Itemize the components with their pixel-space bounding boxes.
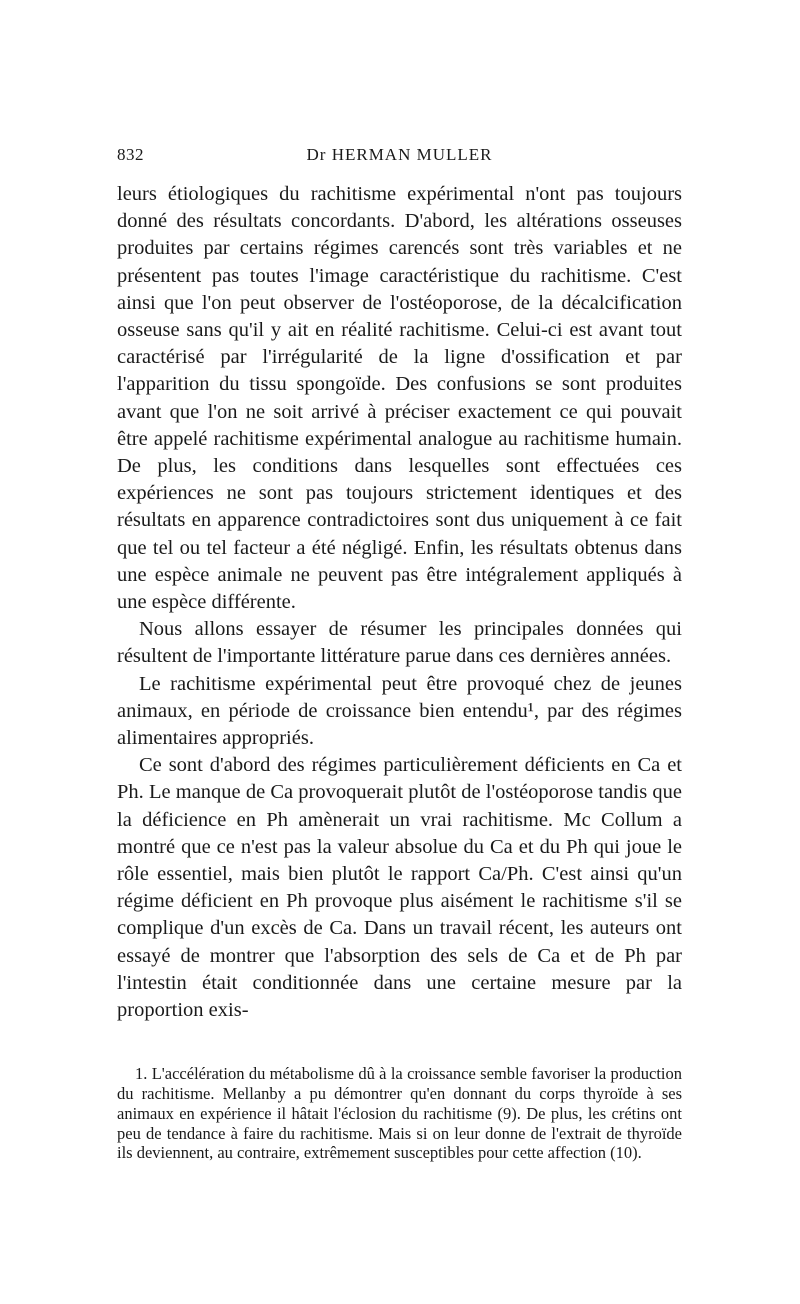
paragraph: Ce sont d'abord des régimes particulièrement déficients en Ca et Ph. Le manque de Ca provoquerait plutôt de l'ostéoporose tandis que la déficience en Ph amènerait un vrai rachitisme. Mc Collum a montré que ce n'est pas la valeur absolue du Ca et du Ph qui joue le rôle essentiel, mais bien plutôt le rapport Ca/Ph. C'est ainsi qu'un régime déficient en Ph provoque plus aisément le rachitisme s'il se complique d'un excès de Ca. Dans un travail récent, les auteurs ont essayé de montrer que l'absorption des sels de Ca et de Ph par l'intestin était conditionnée dans une certaine mesure par la proportion exis- [117, 754, 682, 1022]
footnote: 1. L'accélération du métabolisme dû à la croissance semble favoriser la production du rachitisme. Mellanby a pu démontrer qu'en donnant du corps thyroïde à ses animaux en expérience il hâtait l'éclosion du rachitisme (9). De plus, les crétins ont peu de tendance à faire du rachitisme. Mais si on leur donne de l'extrait de thyroïde ils deviennent, au contraire, extrêmement susceptibles pour cette affection (10). [117, 1064, 682, 1163]
running-head: Dr HERMAN MULLER [306, 145, 493, 164]
body-text [117, 181, 682, 1024]
paragraph-continuation: leurs étiologiques du rachitisme expérimental n'ont pas toujours donné des résultats concordants. D'abord, les altérations osseuses produites par certains régimes carencés sont très variables et ne présentent pas toutes l'image caractéristique du rachitisme. C'est ainsi que l'on peut observer de l'ostéoporose, de la décalcification osseuse sans qu'il y ait en réalité rachitisme. Celui-ci est avant tout caractérisé par l'irrégularité de la ligne d'ossification et par l'apparition du tissu spongoïde. Des confusions se sont produites avant que l'on ne soit arrivé à préciser exactement ce qui pouvait être appelé rachitisme expérimental analogue au rachitisme humain. De plus, les conditions dans lesquelles sont effectuées ces expériences ne sont pas toujours strictement identiques et des résultats en apparence contradictoires sont dus uniquement à ce fait que tel ou tel facteur a été négligé. Enfin, les résultats obtenus dans une espèce animale ne peuvent pas être intégralement appliqués à une espèce différente. [117, 183, 682, 614]
paragraph: Le rachitisme expérimental peut être provoqué chez de jeunes animaux, en période de croissance bien entendu¹, par des régimes alimentaires appropriés. [117, 672, 682, 750]
page [117, 145, 682, 1163]
page-number: 832 [117, 145, 144, 164]
paragraph: Nous allons essayer de résumer les principales données qui résultent de l'importante littérature parue dans ces dernières années. [117, 618, 682, 668]
page-header [117, 145, 682, 171]
footnotes [117, 1064, 682, 1163]
